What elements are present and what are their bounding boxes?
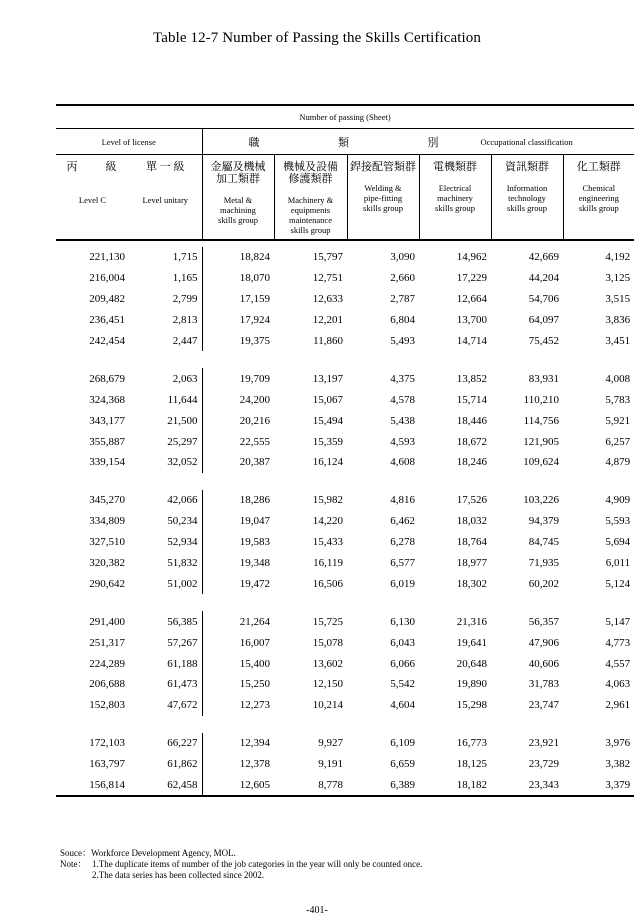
column-header-8 — [563, 155, 634, 241]
table-cell: 4,909 — [605, 494, 631, 507]
table-row — [56, 490, 634, 511]
occ-zh-char-1: 職 — [248, 136, 260, 149]
table-cell: 2,799 — [172, 293, 198, 306]
table-cell: 206,688 — [89, 678, 125, 691]
table-cell: 83,931 — [528, 372, 559, 385]
table-cell: 60,202 — [528, 577, 559, 590]
table-cell: 6,389 — [347, 775, 419, 797]
table-cell: 4,608 — [390, 456, 415, 469]
table-cell: 1,165 — [172, 272, 198, 285]
table-cell: 18,246 — [456, 456, 487, 469]
table-cell: 20,648 — [456, 657, 487, 670]
column-header-en: Welding & pipe-fitting skills group — [363, 183, 403, 213]
table-cell: 110,210 — [523, 393, 559, 406]
table-cell: 18,125 — [456, 758, 487, 771]
table-cell: 5,124 — [605, 577, 631, 590]
table-cell: 6,109 — [390, 737, 415, 750]
table-cell: 2,787 — [390, 293, 415, 306]
table-cell: 343,177 — [89, 414, 125, 427]
table-cell: 15,400 — [202, 653, 274, 674]
table-cell: 18,032 — [456, 515, 487, 528]
table-row — [56, 310, 634, 331]
table-cell: 17,229 — [456, 272, 487, 285]
table-cell: 5,921 — [605, 414, 631, 427]
table-cell: 13,602 — [312, 657, 343, 670]
table-cell: 5,438 — [390, 414, 415, 427]
table-cell: 21,500 — [167, 414, 198, 427]
table-cell: 16,506 — [312, 577, 343, 590]
table-cell: 3,125 — [605, 272, 631, 285]
table-cell: 12,633 — [312, 293, 343, 306]
table-cell: 18,446 — [456, 414, 487, 427]
table-cell: 61,188 — [167, 657, 198, 670]
occ-en-label: Occupational classification — [480, 136, 573, 147]
table-cell: 57,267 — [167, 636, 198, 649]
group-spacer — [56, 594, 634, 611]
column-header-2 — [129, 155, 202, 241]
table-cell: 172,103 — [89, 737, 125, 750]
table-cell: 4,008 — [605, 372, 631, 385]
table-row — [56, 674, 634, 695]
table-cell: 19,047 — [202, 511, 274, 532]
table-cell: 324,368 — [89, 393, 125, 406]
table-row — [56, 410, 634, 431]
column-header-1 — [56, 155, 129, 241]
table-cell: 23,343 — [491, 775, 563, 797]
level-of-license-header: Level of license — [56, 129, 202, 155]
table-cell: 15,714 — [456, 393, 487, 406]
table-row — [56, 368, 634, 389]
table-cell: 12,150 — [312, 678, 343, 691]
table-cell: 121,905 — [523, 435, 559, 448]
table-row — [56, 573, 634, 594]
table-cell: 6,130 — [390, 615, 415, 628]
table-cell: 16,119 — [313, 557, 343, 570]
column-header-en: Level unitary — [142, 195, 189, 205]
table-cell: 24,200 — [202, 389, 274, 410]
table-cell: 11,644 — [167, 393, 198, 406]
occ-zh-char-2: 類 — [338, 136, 349, 149]
table-cell: 3,836 — [605, 314, 631, 327]
table-cell: 12,605 — [202, 775, 274, 797]
table-cell: 64,097 — [528, 314, 559, 327]
table-cell: 18,302 — [456, 577, 487, 590]
table-cell: 5,147 — [605, 615, 631, 628]
table-cell: 20,387 — [202, 452, 274, 473]
table-cell: 21,316 — [456, 615, 487, 628]
table-cell: 2,961 — [605, 699, 631, 712]
page-number: -401- — [306, 905, 328, 916]
table-cell: 19,472 — [202, 573, 274, 594]
column-header-en: Metal & machining skills group — [218, 195, 258, 225]
table-cell: 9,927 — [318, 737, 343, 750]
table-cell: 4,375 — [390, 372, 415, 385]
table-cell: 15,359 — [312, 435, 343, 448]
table-cell: 18,672 — [456, 435, 487, 448]
table-row — [56, 733, 634, 754]
table-cell: 13,852 — [456, 372, 487, 385]
column-header-zh: 資訊類群 — [505, 161, 549, 173]
table-cell: 345,270 — [89, 494, 125, 507]
table-cell: 21,264 — [202, 611, 274, 632]
table-cell: 50,234 — [167, 515, 198, 528]
column-header-4 — [274, 155, 347, 241]
table-cell: 23,747 — [528, 699, 559, 712]
table-cell: 6,577 — [390, 557, 415, 570]
table-cell: 6,804 — [390, 314, 415, 327]
table-cell: 17,526 — [456, 494, 487, 507]
source-text: Workforce Development Agency, MOL. — [91, 848, 236, 858]
table-cell: 6,462 — [390, 515, 415, 528]
column-header-en: Machinery & equipments maintenance skills group — [287, 195, 334, 235]
table-row — [56, 754, 634, 775]
notes-block — [60, 848, 422, 881]
table-cell: 61,862 — [167, 758, 198, 771]
table-cell: 15,433 — [312, 536, 343, 549]
table-cell: 6,659 — [390, 758, 415, 771]
table-cell: 8,778 — [274, 775, 347, 797]
table-row — [56, 431, 634, 452]
group-spacer — [56, 473, 634, 490]
table-cell: 6,066 — [390, 657, 415, 670]
table-cell: 2,813 — [172, 314, 198, 327]
table-cell: 94,379 — [528, 515, 559, 528]
table-row — [56, 289, 634, 310]
note-2: 2.The data series has been collected since 2002. — [92, 870, 265, 880]
table-cell: 47,906 — [528, 636, 559, 649]
column-header-3 — [202, 155, 274, 241]
table-cell: 5,694 — [605, 536, 631, 549]
table-cell: 23,921 — [528, 737, 559, 750]
column-header-en: Electrical machinery skills group — [435, 183, 475, 213]
table-cell: 216,004 — [89, 272, 125, 285]
table-row — [56, 532, 634, 553]
table-cell: 209,482 — [89, 293, 125, 306]
table-cell: 40,606 — [528, 657, 559, 670]
table-row — [56, 268, 634, 289]
table-cell: 18,764 — [456, 536, 487, 549]
table-row — [56, 653, 634, 674]
table-cell: 13,197 — [312, 372, 343, 385]
table-cell: 3,976 — [605, 737, 631, 750]
column-header-zh: 單 一 級 — [146, 161, 185, 173]
occupational-classification-header — [202, 129, 634, 155]
table-cell: 3,382 — [605, 758, 631, 771]
number-of-passing-header: Number of passing (Sheet) — [56, 105, 634, 129]
table-cell: 355,887 — [89, 435, 125, 448]
table-cell: 31,783 — [528, 678, 559, 691]
table-cell: 16,007 — [202, 632, 274, 653]
table-cell: 4,192 — [605, 251, 631, 264]
table-cell: 12,201 — [312, 314, 343, 327]
table-cell: 18,977 — [456, 557, 487, 570]
table-cell: 25,297 — [167, 435, 198, 448]
table-cell: 44,204 — [528, 272, 559, 285]
table-cell: 11,860 — [313, 335, 343, 347]
table-cell: 42,669 — [528, 251, 559, 264]
table-cell: 20,216 — [202, 410, 274, 431]
table-cell: 327,510 — [89, 536, 125, 549]
table-cell: 15,797 — [312, 251, 343, 264]
table-cell: 2,447 — [172, 335, 198, 347]
table-cell: 15,250 — [202, 674, 274, 695]
column-header-6 — [419, 155, 491, 241]
table-cell: 18,286 — [202, 490, 274, 511]
table-row — [56, 632, 634, 653]
table-row — [56, 389, 634, 410]
table-cell: 13,700 — [456, 314, 487, 327]
table-cell: 18,182 — [419, 775, 491, 797]
table-cell: 14,220 — [312, 515, 343, 528]
table-row — [56, 331, 634, 352]
certification-table — [56, 104, 634, 797]
column-header-en: Chemical engineering skills group — [578, 183, 619, 213]
table-cell: 4,879 — [605, 456, 631, 469]
table-cell: 18,070 — [202, 268, 274, 289]
column-header-zh: 銲接配管類群 — [350, 161, 416, 173]
table-cell: 103,226 — [523, 494, 559, 507]
table-cell: 62,458 — [129, 775, 202, 797]
table-cell: 291,400 — [89, 615, 125, 628]
table-cell: 19,709 — [202, 368, 274, 389]
table-cell: 3,379 — [563, 775, 634, 797]
table-cell: 75,452 — [528, 335, 559, 347]
table-cell: 3,090 — [390, 251, 415, 264]
table-cell: 2,063 — [172, 372, 198, 385]
column-header-5 — [347, 155, 419, 241]
table-cell: 16,773 — [456, 737, 487, 750]
table-row — [56, 775, 634, 797]
table-cell: 52,934 — [167, 536, 198, 549]
table-cell: 152,803 — [89, 699, 125, 712]
table-row — [56, 247, 634, 268]
column-header-zh: 化工類群 — [576, 161, 621, 173]
occ-zh-char-3: 別 — [427, 136, 439, 149]
table-cell: 15,982 — [312, 494, 343, 507]
table-cell: 334,809 — [89, 515, 125, 528]
table-cell: 5,783 — [605, 393, 631, 406]
table-cell: 12,751 — [312, 272, 343, 285]
table-cell: 10,214 — [312, 699, 343, 712]
table-cell: 42,066 — [167, 494, 198, 507]
column-header-en: Level C — [78, 195, 107, 205]
table-cell: 4,557 — [605, 657, 631, 670]
table-cell: 109,624 — [523, 456, 559, 469]
table-cell: 56,385 — [167, 615, 198, 628]
column-header-zh: 機械及設備 修護類群 — [283, 161, 338, 185]
table-cell: 290,642 — [89, 577, 125, 590]
table-cell: 224,289 — [89, 657, 125, 670]
table-cell: 61,473 — [167, 678, 198, 691]
table-cell: 163,797 — [89, 758, 125, 771]
table-cell: 22,555 — [202, 431, 274, 452]
column-header-zh: 丙 級 — [66, 161, 119, 173]
table-cell: 23,729 — [528, 758, 559, 771]
table-cell: 3,515 — [605, 293, 631, 306]
table-cell: 32,052 — [167, 456, 198, 469]
table-row — [56, 511, 634, 532]
table-cell: 71,935 — [528, 557, 559, 570]
table-cell: 14,714 — [456, 335, 487, 347]
table-cell: 15,078 — [312, 636, 343, 649]
table-cell: 66,227 — [167, 737, 198, 750]
table-cell: 242,454 — [89, 335, 125, 347]
table-cell: 15,298 — [456, 699, 487, 712]
table-cell: 320,382 — [89, 557, 125, 570]
table-cell: 4,773 — [605, 636, 631, 649]
note-label: Note： — [60, 859, 87, 869]
table-cell: 5,542 — [390, 678, 415, 691]
table-cell: 17,159 — [202, 289, 274, 310]
table-cell: 15,725 — [312, 615, 343, 628]
table-cell: 3,451 — [605, 335, 631, 347]
table-cell: 12,664 — [456, 293, 487, 306]
table-cell: 84,745 — [528, 536, 559, 549]
table-cell: 12,394 — [202, 733, 274, 754]
table-cell: 236,451 — [89, 314, 125, 327]
column-header-zh: 金屬及機械 加工類群 — [210, 161, 266, 185]
table-row — [56, 452, 634, 473]
table-cell: 12,273 — [202, 695, 274, 716]
table-cell: 4,593 — [390, 435, 415, 448]
table-cell: 251,317 — [89, 636, 125, 649]
column-header-7 — [491, 155, 563, 241]
note-1: 1.The duplicate items of number of the job categories in the year will only be counted once. — [92, 859, 423, 869]
table-cell: 6,011 — [605, 557, 631, 570]
table-cell: 15,494 — [312, 414, 343, 427]
table-cell: 4,578 — [390, 393, 415, 406]
table-cell: 5,593 — [605, 515, 631, 528]
table-cell: 2,660 — [390, 272, 415, 285]
table-cell: 19,375 — [202, 331, 274, 352]
table-cell: 16,124 — [312, 456, 343, 469]
table-cell: 54,706 — [528, 293, 559, 306]
table-cell: 4,063 — [605, 678, 631, 691]
table-cell: 6,257 — [605, 435, 631, 448]
table-cell: 51,002 — [167, 577, 198, 590]
table-row — [56, 611, 634, 632]
table-cell: 47,672 — [167, 699, 198, 712]
table-row — [56, 695, 634, 716]
table-cell: 19,583 — [202, 532, 274, 553]
table-cell: 5,493 — [390, 335, 415, 347]
table-row — [56, 553, 634, 574]
table-cell: 51,832 — [167, 557, 198, 570]
table-cell: 1,715 — [172, 251, 198, 264]
table-cell: 14,962 — [456, 251, 487, 264]
table-cell: 19,890 — [456, 678, 487, 691]
table-cell: 339,154 — [89, 456, 125, 469]
table-cell: 19,348 — [202, 553, 274, 574]
table-cell: 17,924 — [202, 310, 274, 331]
column-header-en: Information technology skills group — [506, 183, 548, 213]
table-cell: 4,604 — [390, 699, 415, 712]
table-cell: 56,357 — [528, 615, 559, 628]
table-cell: 19,641 — [456, 636, 487, 649]
group-spacer — [56, 351, 634, 368]
group-spacer — [56, 716, 634, 733]
table-cell: 114,756 — [523, 414, 559, 427]
table-cell: 18,824 — [202, 247, 274, 268]
table-cell: 6,019 — [390, 577, 415, 590]
table-cell: 6,278 — [390, 536, 415, 549]
table-cell: 156,814 — [56, 775, 129, 797]
source-label: Souce： — [60, 848, 91, 858]
page-title: Table 12-7 Number of Passing the Skills Certification — [153, 30, 481, 46]
table-cell: 15,067 — [312, 393, 343, 406]
table-cell: 4,816 — [390, 494, 415, 507]
table-cell: 268,679 — [89, 372, 125, 385]
column-header-zh: 電機類群 — [433, 161, 477, 173]
table-cell: 6,043 — [390, 636, 415, 649]
table-cell: 9,191 — [318, 758, 343, 771]
table-cell: 221,130 — [89, 251, 125, 264]
table-cell: 12,378 — [202, 754, 274, 775]
